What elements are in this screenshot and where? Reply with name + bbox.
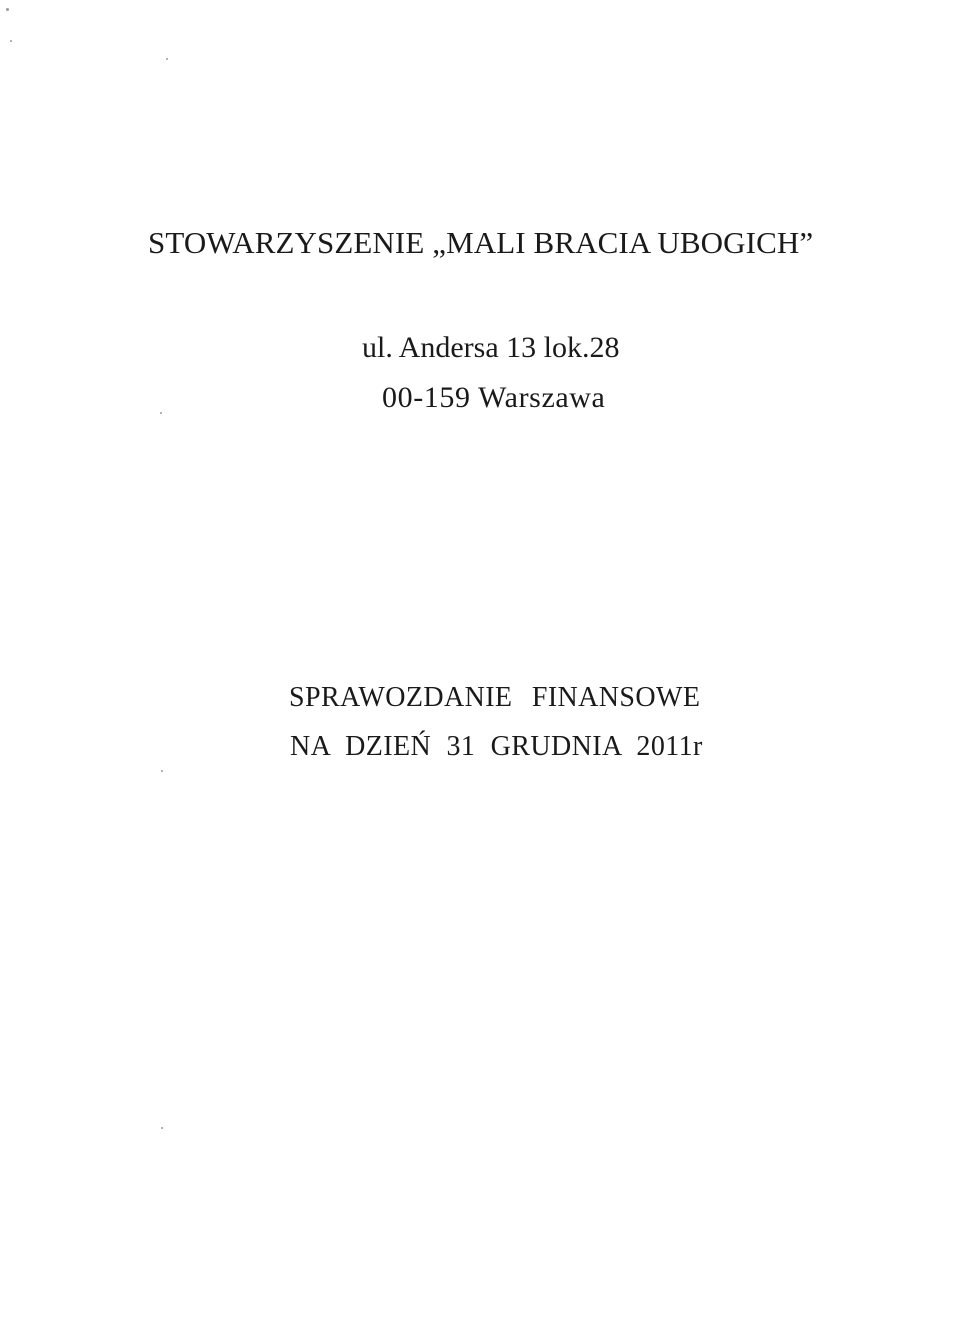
report-title: SPRAWOZDANIE FINANSOWE	[289, 682, 701, 713]
address-city: 00-159 Warszawa	[382, 381, 606, 414]
scan-speck	[161, 770, 163, 772]
scan-speck	[6, 8, 9, 11]
scan-speck	[166, 58, 168, 60]
scan-speck	[160, 412, 162, 414]
address-street: ul. Andersa 13 lok.28	[362, 331, 620, 364]
scan-speck	[10, 40, 12, 42]
organization-name: STOWARZYSZENIE „MALI BRACIA UBOGICH”	[148, 225, 814, 260]
scan-speck	[161, 1127, 163, 1129]
report-date: NA DZIEŃ 31 GRUDNIA 2011r	[290, 731, 703, 762]
